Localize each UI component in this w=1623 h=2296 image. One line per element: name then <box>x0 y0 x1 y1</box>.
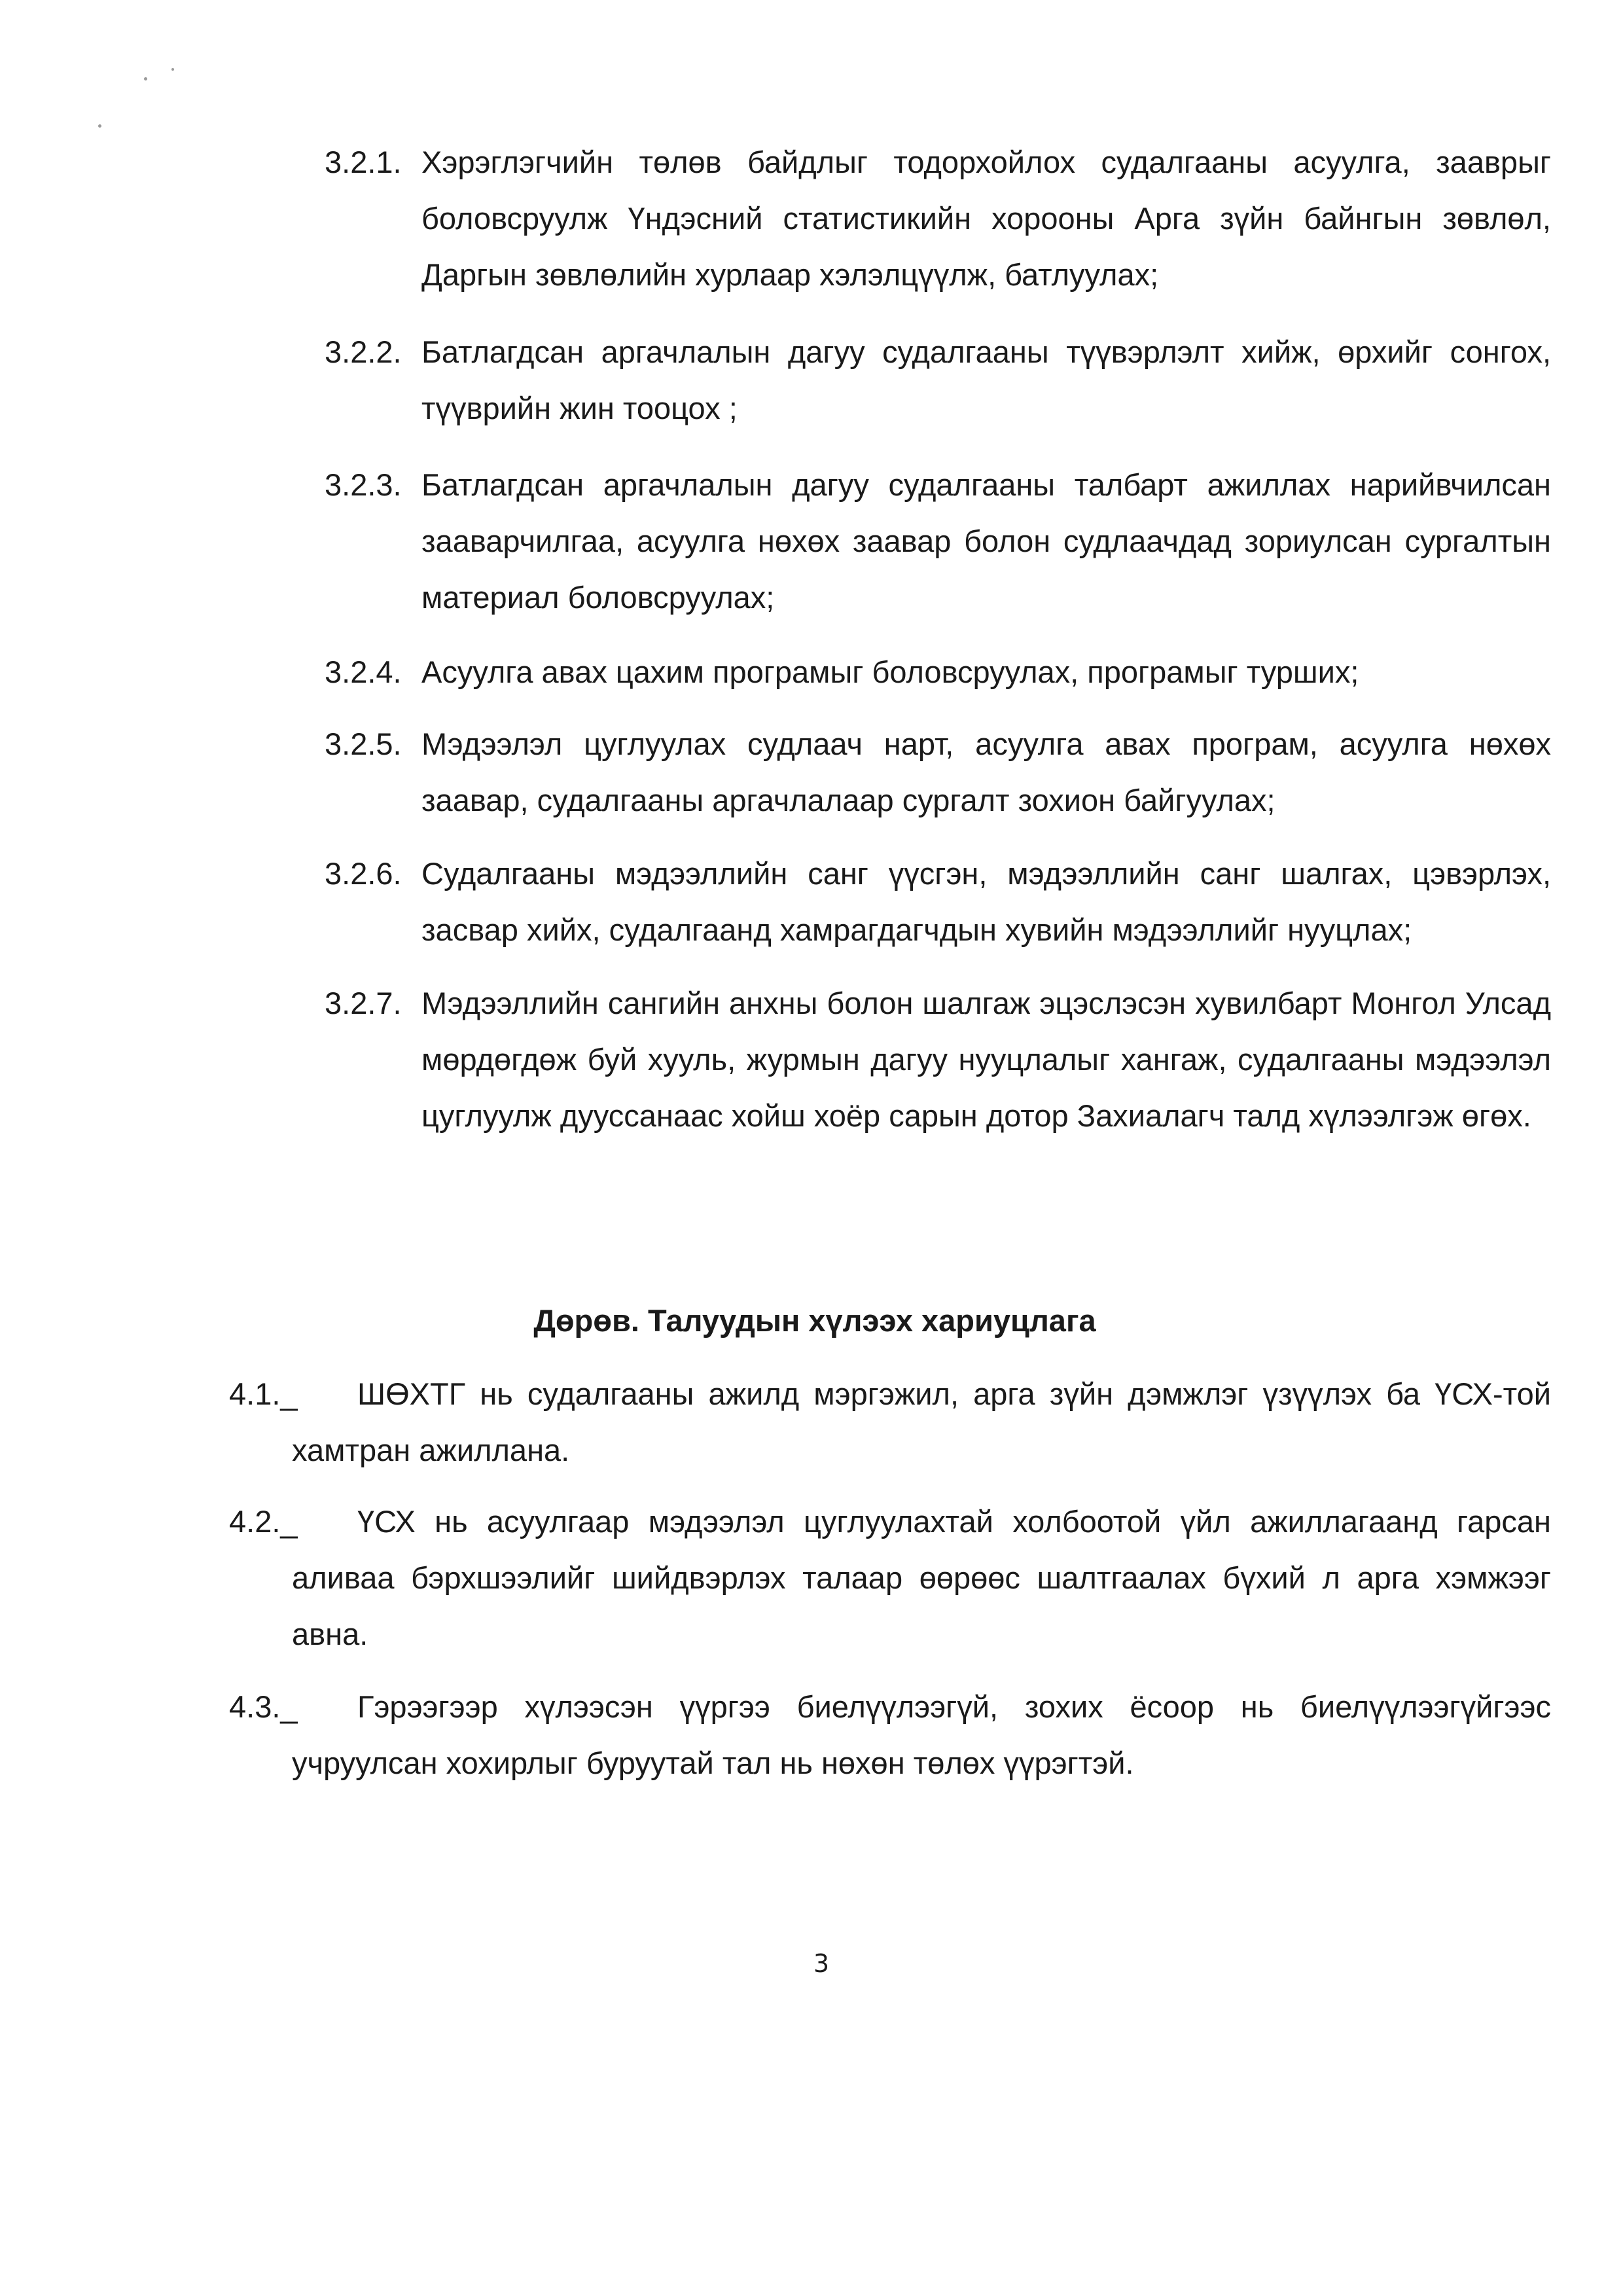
clause-4-1 <box>229 1366 1551 1479</box>
scan-speck <box>98 124 101 128</box>
clause-text: Батлагдсан аргачлалын дагуу судалгааны түүвэрлэлт хийж, өрхийг сонгох, түүврийн жин тооцох ; <box>421 334 1551 425</box>
scan-speck <box>171 68 174 71</box>
clause-number: 3.2.4. <box>325 655 402 689</box>
clause-number: 4.2._ <box>229 1504 298 1539</box>
page-number: 3 <box>813 1949 830 1978</box>
clause-4-3 <box>229 1679 1551 1791</box>
clause-text <box>292 1494 1551 1662</box>
clause-number: 3.2.6. <box>325 856 402 891</box>
section-heading: Дөрөв. Талуудын хүлээх хариуцлага <box>533 1303 1096 1338</box>
clause-3-2-7 <box>325 975 1551 1144</box>
clause-4-2 <box>229 1494 1551 1662</box>
clause-3-2-2 <box>325 324 1551 437</box>
scan-speck <box>144 77 147 81</box>
clause-text-content: ҮСХ нь асуулгаар мэдээлэл цуглуулахтай холбоотой үйл ажиллагаанд гарсан аливаа бэрхшээлийг шийдвэрлэх талаар өөрөөс шалтгаалах бүхий л арга хэмжээг авна. <box>292 1504 1551 1651</box>
clause-3-2-4 <box>325 644 1551 700</box>
clause-text-content: ШӨХТГ нь судалгааны ажилд мэргэжил, арга зүйн дэмжлэг үзүүлэх ба ҮСХ-той хамтран ажиллана. <box>292 1376 1551 1467</box>
clause-text: Мэдээлэл цуглуулах судлаач нарт, асуулга авах програм, асуулга нөхөх заавар, судалгааны аргачлалаар сургалт зохион байгуулах; <box>421 726 1551 817</box>
clause-3-2-1 <box>325 134 1551 303</box>
clause-text: Судалгааны мэдээллийн санг үүсгэн, мэдээллийн санг шалгах, цэвэрлэх, засвар хийх, судалгаанд хамрагдагчдын хувийн мэдээллийг нууцлах; <box>421 856 1551 947</box>
clause-text <box>292 1366 1551 1479</box>
clause-text: Хэрэглэгчийн төлөв байдлыг тодорхойлох судалгааны асуулга, зааврыг боловсруулж Үндэсний статистикийн хорооны Арга зүйн байнгын зөвлөл, Даргын зөвлөлийн хурлаар хэлэлцүүлж, батлуулах; <box>421 145 1551 292</box>
clause-text: Батлагдсан аргачлалын дагуу судалгааны талбарт ажиллах нарийвчилсан зааварчилгаа, асуулга нөхөх заавар болон судлаачдад зориулсан сургалтын материал боловсруулах; <box>421 467 1551 615</box>
clause-text: Мэдээллийн сангийн анхны болон шалгаж эцэслэсэн хувилбарт Монгол Улсад мөрдөгдөж буй хууль, журмын дагуу нууцлалыг хангаж, судалгааны мэдээлэл цуглуулж дууссанаас хойш хоёр сарын дотор Захиалагч талд хүлээлгэж өгөх. <box>421 986 1551 1133</box>
clause-number: 4.3._ <box>229 1689 298 1724</box>
clause-3-2-6 <box>325 846 1551 958</box>
clause-number: 3.2.7. <box>325 986 402 1020</box>
clause-number: 3.2.2. <box>325 334 402 369</box>
clause-3-2-5 <box>325 716 1551 829</box>
clause-3-2-3 <box>325 457 1551 626</box>
clause-number: 3.2.1. <box>325 145 402 179</box>
clause-number: 4.1._ <box>229 1376 298 1411</box>
clause-text-content: Гэрээгээр хүлээсэн үүргээ биелүүлээгүй, зохих ёсоор нь биелүүлээгүйгээс учруулсан хохирлыг буруутай тал нь нөхөн төлөх үүрэгтэй. <box>292 1689 1551 1780</box>
clause-number: 3.2.5. <box>325 726 402 761</box>
clause-number: 3.2.3. <box>325 467 402 502</box>
clause-text: Асуулга авах цахим програмыг боловсруулах, програмыг турших; <box>421 655 1359 689</box>
clause-text <box>292 1679 1551 1791</box>
